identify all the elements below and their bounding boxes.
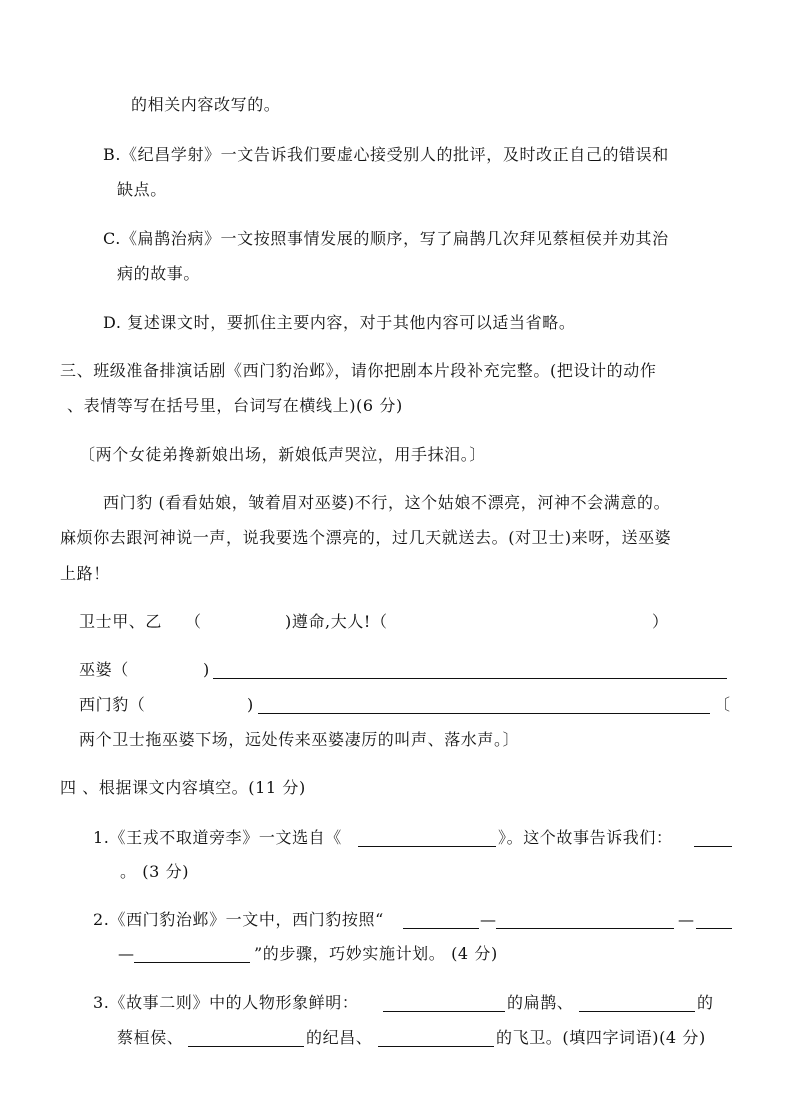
q1-text-b: 》。这个故事告诉我们：	[498, 828, 673, 847]
guard-action-close: ）	[652, 612, 669, 631]
script-paragraph-line1: 西门豹 (看看姑娘，皱着眉对巫婆)不行，这个姑娘不漂亮，河神不会满意的。	[103, 493, 671, 512]
q2-blank-3a[interactable]	[696, 928, 732, 929]
option-b-line1: B.《纪昌学射》一文告诉我们要虚心接受别人的批评，及时改正自己的错误和	[103, 145, 669, 164]
section3-question-line1: 三、班级准备排演话剧《西门豹治邺》，请你把剧本片段补充完整。(把设计的动作	[60, 361, 657, 380]
option-d: D. 复述课文时，要抓住主要内容，对于其他内容可以适当省略。	[103, 313, 576, 332]
guard-speaker: 卫士甲、乙	[79, 612, 163, 631]
guard-line: )遵命,大人!（	[285, 612, 388, 631]
q3-text-a: 3.《故事二则》中的人物形象鲜明：	[93, 993, 359, 1012]
q3-text-e: 的纪昌、	[306, 1028, 373, 1047]
stage-direction-2-open: 〔	[714, 695, 731, 714]
q1-lesson-blank[interactable]	[694, 846, 732, 847]
option-c-line2: 病的故事。	[117, 264, 201, 283]
script-paragraph-line2: 麻烦你去跟河神说一声，说我要选个漂亮的，过几天就送去。(对卫士)来呀，送巫婆	[60, 528, 672, 547]
q3-text-b: 的扁鹊、	[507, 993, 574, 1012]
section3-question-line2: 、表情等写在括号里，台词写在横线上)(6 分)	[67, 396, 403, 415]
ximen-speaker: 西门豹（	[79, 695, 146, 714]
guard-action-open: （	[185, 612, 202, 631]
q1-text-a: 1.《王戎不取道旁李》一文选自《	[93, 828, 342, 847]
script-paragraph-line3: 上路！	[60, 564, 110, 583]
ximen-dialogue-blank[interactable]	[258, 713, 710, 714]
q2-dash-3: —	[118, 944, 135, 963]
witch-dialogue-blank[interactable]	[213, 678, 727, 679]
q3-text-f: 的飞卫。(填四字词语)(4 分)	[496, 1028, 706, 1047]
q3-blank-1[interactable]	[383, 1011, 505, 1012]
q3-blank-3[interactable]	[188, 1046, 304, 1047]
q2-dash-2: —	[678, 910, 695, 929]
q2-blank-1[interactable]	[403, 928, 479, 929]
q3-text-d: 蔡桓侯、	[117, 1028, 184, 1047]
q1-source-blank[interactable]	[358, 846, 496, 847]
option-c-line1: C.《扁鹊治病》一文按照事情发展的顺序，写了扁鹊几次拜见蔡桓侯并劝其治	[103, 229, 669, 248]
q3-blank-4[interactable]	[378, 1046, 494, 1047]
q3-text-c: 的	[697, 993, 714, 1012]
q2-dash-1: —	[480, 910, 497, 929]
option-b-line2: 缺点。	[117, 180, 167, 199]
witch-speaker: 巫婆（	[79, 660, 129, 679]
q2-blank-2[interactable]	[496, 928, 674, 929]
section4-title: 四 、根据课文内容填空。(11 分)	[60, 778, 306, 797]
stage-direction-2: 两个卫士拖巫婆下场，远处传来巫婆凄厉的叫声、落水声。〕	[79, 730, 520, 749]
q2-blank-3b[interactable]	[134, 962, 250, 963]
q3-blank-2[interactable]	[579, 1011, 695, 1012]
ximen-action-close: )	[247, 695, 254, 714]
option-a-continuation: 的相关内容改写的。	[131, 95, 281, 114]
stage-direction-1: 〔两个女徒弟搀新娘出场，新娘低声哭泣，用手抹泪。〕	[79, 445, 487, 464]
q1-text-c: 。 (3 分)	[120, 862, 190, 881]
q2-text-c: ”的步骤，巧妙实施计划。 (4 分)	[254, 944, 498, 963]
witch-action-close: )	[203, 660, 210, 679]
q2-text-a: 2.《西门豹治邺》一文中，西门豹按照“	[93, 910, 384, 929]
